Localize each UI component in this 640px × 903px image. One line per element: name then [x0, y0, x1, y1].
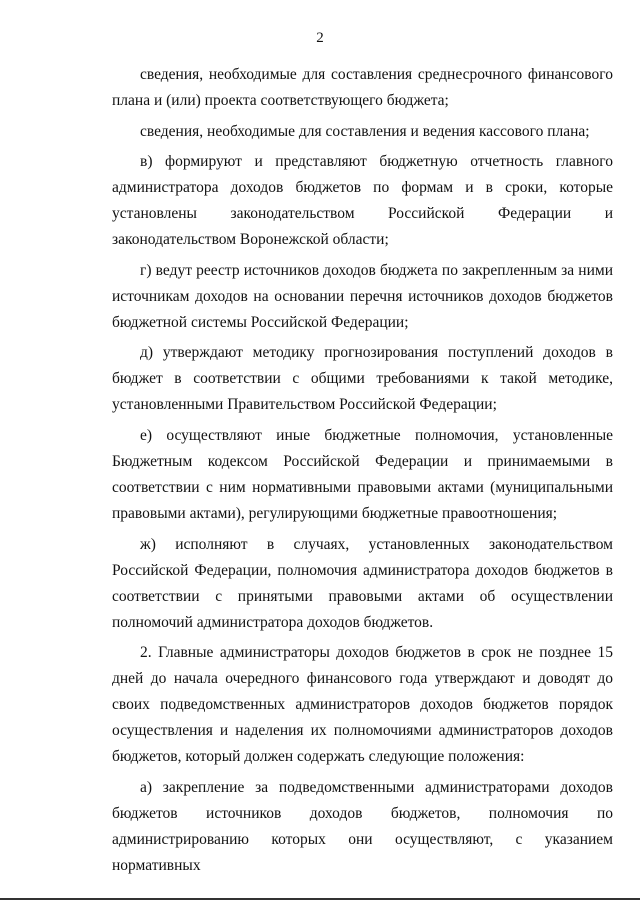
scan-bottom-edge	[0, 898, 640, 900]
page-number: 2	[316, 30, 324, 46]
paragraph-9: а) закрепление за подведомственными администраторами доходов бюджетов источников доходов бюджетов, полномочия по администрированию которых они осуществляют, с указанием нормативных	[112, 778, 613, 874]
document-body	[112, 62, 613, 883]
paragraph-2: сведения, необходимые для составления и ведения кассового плана;	[140, 122, 590, 140]
paragraph-8: 2. Главные администраторы доходов бюджетов в срок не позднее 15 дней до начала очередного финансового года утверждают и доводят до своих подведомственных администраторов доходов бюджетов порядок осуществления и наделения их полномочиями администраторов доходов бюджетов, который должен содержать следующие положения:	[112, 644, 613, 766]
paragraph-1: сведения, необходимые для составления среднесрочного финансового плана и (или) проекта соответствующего бюджета;	[112, 66, 613, 109]
paragraph-6: е) осуществляют иные бюджетные полномочия, установленные Бюджетным кодексом Российской Федерации и принимаемыми в соответствии с ним нормативными правовыми актами (муниципальными правовыми актами), регулирующими бюджетные правоотношения;	[112, 426, 613, 522]
paragraph-5: д) утверждают методику прогнозирования поступлений доходов в бюджет в соответствии с общими требованиями к такой методике, установленными Правительством Российской Федерации;	[112, 344, 613, 414]
paragraph-7: ж) исполняют в случаях, установленных законодательством Российской Федерации, полномочия администратора доходов бюджетов в соответствии с принятыми правовыми актами об осуществлении полномочий администратора доходов бюджетов.	[112, 535, 613, 631]
paragraph-4: г) ведут реестр источников доходов бюджета по закрепленным за ними источникам доходов на основании перечня источников доходов бюджетов бюджетной системы Российской Федерации;	[112, 261, 613, 331]
paragraph-3: в) формируют и представляют бюджетную отчетность главного администратора доходов бюджетов по формам и в сроки, которые установлены законодательством Российской Федерации и законодательством Воронежской области;	[112, 153, 613, 249]
